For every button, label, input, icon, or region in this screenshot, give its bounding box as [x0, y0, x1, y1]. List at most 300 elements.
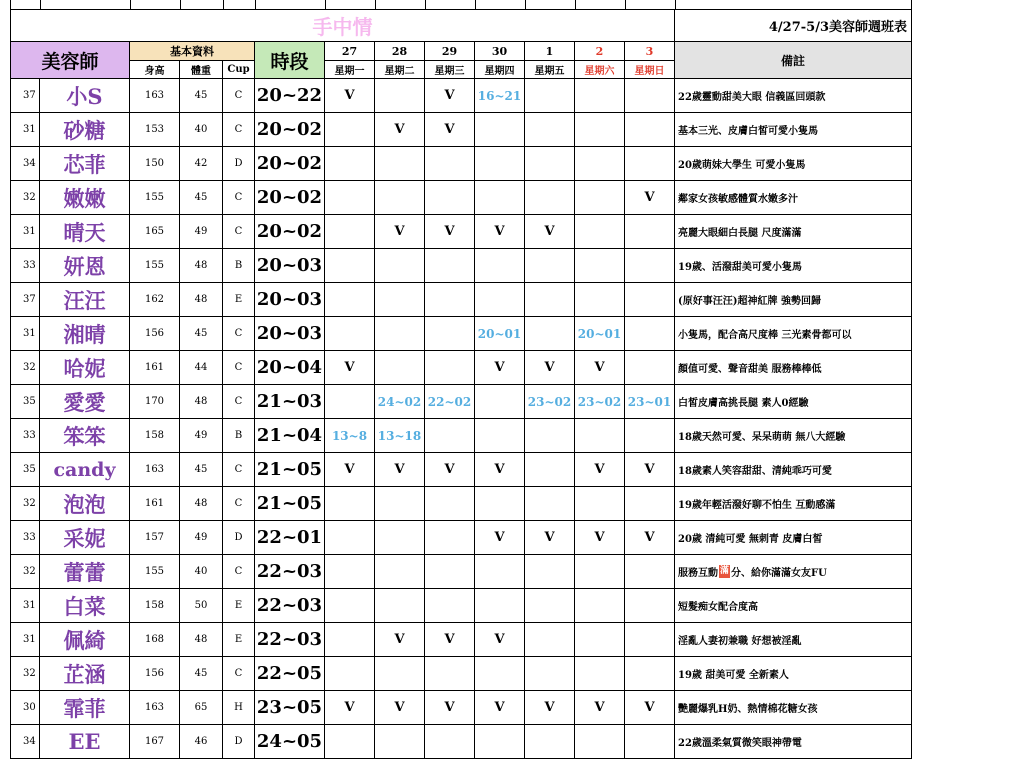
- therapist-name: 芯菲: [40, 147, 130, 181]
- note-cell: [675, 249, 912, 283]
- height-cell: 163: [130, 453, 180, 487]
- period-cell: 22~03: [255, 555, 325, 589]
- therapist-name: 愛愛: [40, 385, 130, 419]
- note-text: 鄰家女孩敏感體質水嫩多汁: [678, 194, 798, 205]
- day-schedule-cell: [525, 623, 575, 657]
- day-schedule-cell: [425, 351, 475, 385]
- period-cell: 20~22: [255, 79, 325, 113]
- day-schedule-cell: [425, 181, 475, 215]
- therapist-name: 佩綺: [40, 623, 130, 657]
- note-text: 19歲 甜美可愛 全新素人: [678, 670, 789, 681]
- day-name-header: 星期二: [375, 61, 425, 79]
- day-schedule-cell: [475, 555, 525, 589]
- day-schedule-cell: [475, 181, 525, 215]
- day-schedule-cell: [375, 725, 425, 759]
- note-cell: [675, 283, 912, 317]
- day-schedule-cell: V: [425, 623, 475, 657]
- day-schedule-cell: [325, 487, 375, 521]
- day-schedule-cell: V: [525, 215, 575, 249]
- day-schedule-cell: [325, 385, 375, 419]
- day-schedule-cell: 22~02: [425, 385, 475, 419]
- therapist-name: 汪汪: [40, 283, 130, 317]
- day-schedule-cell: [625, 113, 675, 147]
- week-schedule-title: 4/27-5/3美容師週班表: [675, 10, 912, 42]
- day-schedule-cell: V: [425, 453, 475, 487]
- note-cell: [675, 385, 912, 419]
- day-schedule-cell: [625, 487, 675, 521]
- weight-cell: 48: [180, 283, 223, 317]
- day-number-header: 30: [475, 42, 525, 61]
- day-schedule-cell: 20~01: [575, 317, 625, 351]
- cup-cell: C: [223, 385, 255, 419]
- cup-cell: E: [223, 589, 255, 623]
- note-text: 20歲萌妹大學生 可愛小隻馬: [678, 160, 806, 171]
- therapist-name: 湘晴: [40, 317, 130, 351]
- cup-cell: C: [223, 215, 255, 249]
- day-schedule-cell: 24~02: [375, 385, 425, 419]
- day-schedule-cell: [325, 215, 375, 249]
- weight-cell: 48: [180, 623, 223, 657]
- age-cell: 33: [10, 419, 40, 453]
- height-cell: 156: [130, 317, 180, 351]
- period-header: 時段: [255, 42, 325, 79]
- day-number-header: 3: [625, 42, 675, 61]
- day-schedule-cell: V: [425, 215, 475, 249]
- day-schedule-cell: [425, 249, 475, 283]
- period-cell: 22~01: [255, 521, 325, 555]
- day-schedule-cell: [325, 521, 375, 555]
- note-cell: [675, 419, 912, 453]
- day-schedule-cell: V: [425, 113, 475, 147]
- day-schedule-cell: [575, 215, 625, 249]
- therapist-name: 采妮: [40, 521, 130, 555]
- day-schedule-cell: [625, 351, 675, 385]
- therapist-name: 砂糖: [40, 113, 130, 147]
- day-number-header: 1: [525, 42, 575, 61]
- weight-cell: 49: [180, 419, 223, 453]
- day-schedule-cell: [625, 419, 675, 453]
- day-schedule-cell: V: [375, 113, 425, 147]
- day-schedule-cell: [625, 589, 675, 623]
- day-schedule-cell: [375, 351, 425, 385]
- day-schedule-cell: [625, 623, 675, 657]
- day-schedule-cell: [425, 657, 475, 691]
- note-cell: [675, 147, 912, 181]
- cup-cell: C: [223, 113, 255, 147]
- day-schedule-cell: V: [575, 691, 625, 725]
- day-schedule-cell: V: [625, 691, 675, 725]
- age-cell: 32: [10, 487, 40, 521]
- weight-cell: 40: [180, 113, 223, 147]
- period-cell: 20~02: [255, 147, 325, 181]
- day-schedule-cell: [525, 181, 575, 215]
- day-schedule-cell: [325, 623, 375, 657]
- day-schedule-cell: [625, 555, 675, 589]
- age-cell: 35: [10, 453, 40, 487]
- weight-cell: 48: [180, 249, 223, 283]
- day-schedule-cell: [375, 657, 425, 691]
- age-cell: 31: [10, 623, 40, 657]
- day-schedule-cell: [475, 385, 525, 419]
- age-cell: 32: [10, 555, 40, 589]
- day-schedule-cell: [625, 249, 675, 283]
- day-schedule-cell: [575, 79, 625, 113]
- day-schedule-cell: V: [325, 691, 375, 725]
- note-text-before: 服務互動: [678, 568, 718, 579]
- weight-cell: 40: [180, 555, 223, 589]
- day-schedule-cell: [325, 725, 375, 759]
- day-schedule-cell: V: [575, 453, 625, 487]
- cup-cell: H: [223, 691, 255, 725]
- day-schedule-cell: [625, 317, 675, 351]
- period-cell: 20~04: [255, 351, 325, 385]
- day-schedule-cell: [325, 555, 375, 589]
- day-schedule-cell: [525, 487, 575, 521]
- therapist-name: 白菜: [40, 589, 130, 623]
- height-cell: 161: [130, 351, 180, 385]
- day-schedule-cell: [625, 147, 675, 181]
- therapist-name: candy: [40, 453, 130, 487]
- day-number-header: 27: [325, 42, 375, 61]
- note-text: 18歲天然可愛、呆呆萌萌 無八大經驗: [678, 432, 846, 443]
- therapist-header: 美容師: [10, 42, 130, 79]
- therapist-name: 小S: [40, 79, 130, 113]
- day-schedule-cell: V: [325, 351, 375, 385]
- therapist-name: 嫩嫩: [40, 181, 130, 215]
- day-name-header: 星期五: [525, 61, 575, 79]
- age-cell: 34: [10, 725, 40, 759]
- age-cell: 33: [10, 521, 40, 555]
- height-cell: 155: [130, 181, 180, 215]
- day-schedule-cell: [625, 725, 675, 759]
- weight-cell: 42: [180, 147, 223, 181]
- period-cell: 20~02: [255, 215, 325, 249]
- height-cell: 163: [130, 691, 180, 725]
- height-cell: 158: [130, 589, 180, 623]
- day-name-header: 星期三: [425, 61, 475, 79]
- note-text: 顏值可愛、聲音甜美 服務棒棒低: [678, 364, 822, 375]
- notes-header: 備註: [675, 42, 912, 79]
- day-schedule-cell: V: [525, 521, 575, 555]
- height-cell: 155: [130, 249, 180, 283]
- therapist-name: 霏菲: [40, 691, 130, 725]
- therapist-name: EE: [40, 725, 130, 759]
- day-schedule-cell: [425, 521, 475, 555]
- day-schedule-cell: [475, 419, 525, 453]
- age-cell: 37: [10, 283, 40, 317]
- day-schedule-cell: [475, 487, 525, 521]
- period-cell: 24~05: [255, 725, 325, 759]
- day-schedule-cell: [425, 725, 475, 759]
- day-schedule-cell: 13~18: [375, 419, 425, 453]
- note-cell: [675, 113, 912, 147]
- day-schedule-cell: V: [375, 623, 425, 657]
- day-schedule-cell: V: [375, 453, 425, 487]
- day-schedule-cell: 16~21: [475, 79, 525, 113]
- note-cell: [675, 351, 912, 385]
- day-schedule-cell: [375, 589, 425, 623]
- day-number-header: 2: [575, 42, 625, 61]
- note-cell: [675, 79, 912, 113]
- day-schedule-cell: V: [625, 521, 675, 555]
- day-schedule-cell: [375, 521, 425, 555]
- day-schedule-cell: [325, 589, 375, 623]
- note-highlight-badge: 滿: [720, 566, 730, 576]
- day-schedule-cell: [525, 589, 575, 623]
- note-text: 19歲、活潑甜美可愛小隻馬: [678, 262, 802, 273]
- day-schedule-cell: [375, 147, 425, 181]
- cup-cell: C: [223, 351, 255, 385]
- weight-cell: 45: [180, 453, 223, 487]
- day-schedule-cell: [525, 79, 575, 113]
- cup-cell: C: [223, 555, 255, 589]
- note-cell: [675, 181, 912, 215]
- height-cell: 155: [130, 555, 180, 589]
- cup-cell: C: [223, 181, 255, 215]
- day-schedule-cell: V: [325, 79, 375, 113]
- day-schedule-cell: [425, 419, 475, 453]
- day-schedule-cell: [425, 147, 475, 181]
- day-schedule-cell: [525, 453, 575, 487]
- cup-cell: D: [223, 725, 255, 759]
- day-schedule-cell: [525, 147, 575, 181]
- age-cell: 32: [10, 657, 40, 691]
- cup-cell: C: [223, 317, 255, 351]
- day-schedule-cell: [525, 113, 575, 147]
- day-schedule-cell: [475, 113, 525, 147]
- note-text: 22歲溫柔氣質微笑眼神帶電: [678, 738, 802, 749]
- note-cell: [675, 623, 912, 657]
- period-cell: 20~03: [255, 317, 325, 351]
- height-cell: 157: [130, 521, 180, 555]
- day-schedule-cell: V: [575, 521, 625, 555]
- note-cell: [675, 215, 912, 249]
- day-number-header: 29: [425, 42, 475, 61]
- weight-cell: 45: [180, 317, 223, 351]
- note-text: 亮麗大眼細白長腿 尺度滿滿: [678, 228, 802, 239]
- age-cell: 32: [10, 181, 40, 215]
- day-schedule-cell: [325, 147, 375, 181]
- day-schedule-cell: [575, 589, 625, 623]
- day-schedule-cell: V: [625, 453, 675, 487]
- note-text: 小隻馬，配合高尺度棒 三光素骨都可以: [678, 330, 852, 341]
- day-schedule-cell: [575, 113, 625, 147]
- note-text: 短髮痴女配合度高: [678, 602, 758, 613]
- note-cell: [675, 453, 912, 487]
- weight-cell: 45: [180, 79, 223, 113]
- height-cell: 163: [130, 79, 180, 113]
- weight-cell: 45: [180, 657, 223, 691]
- cup-cell: D: [223, 521, 255, 555]
- day-schedule-cell: [375, 487, 425, 521]
- day-schedule-cell: [525, 725, 575, 759]
- period-cell: 21~03: [255, 385, 325, 419]
- day-schedule-cell: 20~01: [475, 317, 525, 351]
- day-schedule-cell: V: [475, 691, 525, 725]
- age-cell: 31: [10, 113, 40, 147]
- day-schedule-cell: V: [475, 623, 525, 657]
- day-schedule-cell: [325, 181, 375, 215]
- therapist-name: 晴天: [40, 215, 130, 249]
- day-schedule-cell: [375, 555, 425, 589]
- therapist-name: 蕾蕾: [40, 555, 130, 589]
- day-number-header: 28: [375, 42, 425, 61]
- period-cell: 22~03: [255, 589, 325, 623]
- day-schedule-cell: [525, 317, 575, 351]
- period-cell: 20~03: [255, 249, 325, 283]
- note-text: 艷麗爆乳H奶、熱情棉花糖女孩: [678, 704, 818, 715]
- day-name-header: 星期日: [625, 61, 675, 79]
- period-cell: 20~03: [255, 283, 325, 317]
- note-cell: [675, 725, 912, 759]
- period-cell: 23~05: [255, 691, 325, 725]
- note-text: 22歲靈動甜美大眼 信義區回頭款: [678, 92, 826, 103]
- day-schedule-cell: V: [475, 215, 525, 249]
- note-cell: [675, 317, 912, 351]
- day-schedule-cell: V: [475, 351, 525, 385]
- cup-cell: C: [223, 79, 255, 113]
- weight-cell: 45: [180, 181, 223, 215]
- height-cell: 158: [130, 419, 180, 453]
- age-cell: 31: [10, 215, 40, 249]
- day-name-header: 星期六: [575, 61, 625, 79]
- cup-cell: D: [223, 147, 255, 181]
- day-schedule-cell: [575, 181, 625, 215]
- period-cell: 22~05: [255, 657, 325, 691]
- period-cell: 22~03: [255, 623, 325, 657]
- cup-cell: B: [223, 419, 255, 453]
- day-schedule-cell: [575, 657, 625, 691]
- day-schedule-cell: [425, 589, 475, 623]
- day-schedule-cell: [625, 215, 675, 249]
- cup-cell: E: [223, 623, 255, 657]
- therapist-name: 哈妮: [40, 351, 130, 385]
- day-schedule-cell: V: [475, 521, 525, 555]
- note-text: 18歲素人笑容甜甜、清純乖巧可愛: [678, 466, 832, 477]
- age-cell: 31: [10, 317, 40, 351]
- cup-header: Cup: [223, 61, 255, 79]
- weight-cell: 49: [180, 521, 223, 555]
- note-text: 20歲 清純可愛 無刺青 皮膚白皙: [678, 534, 823, 545]
- note-text: 基本三光、皮膚白皙可愛小隻馬: [678, 126, 818, 137]
- day-schedule-cell: [575, 283, 625, 317]
- day-schedule-cell: [325, 249, 375, 283]
- day-schedule-cell: V: [375, 691, 425, 725]
- therapist-name: 妍恩: [40, 249, 130, 283]
- weight-cell: 49: [180, 215, 223, 249]
- age-cell: 37: [10, 79, 40, 113]
- weight-header: 體重: [180, 61, 223, 79]
- day-schedule-cell: [325, 317, 375, 351]
- day-schedule-cell: [375, 317, 425, 351]
- weight-cell: 48: [180, 385, 223, 419]
- note-cell: [675, 657, 912, 691]
- day-schedule-cell: [375, 181, 425, 215]
- day-schedule-cell: [625, 283, 675, 317]
- note-cell: [675, 691, 912, 725]
- day-schedule-cell: [575, 147, 625, 181]
- day-schedule-cell: [475, 283, 525, 317]
- day-schedule-cell: [525, 419, 575, 453]
- day-schedule-cell: [525, 555, 575, 589]
- weight-cell: 65: [180, 691, 223, 725]
- cup-cell: C: [223, 657, 255, 691]
- day-schedule-cell: 23~02: [525, 385, 575, 419]
- day-schedule-cell: V: [575, 351, 625, 385]
- height-cell: 170: [130, 385, 180, 419]
- cup-cell: C: [223, 453, 255, 487]
- height-cell: 156: [130, 657, 180, 691]
- day-schedule-cell: [325, 657, 375, 691]
- day-schedule-cell: [425, 283, 475, 317]
- period-cell: 20~02: [255, 181, 325, 215]
- height-cell: 150: [130, 147, 180, 181]
- day-schedule-cell: [575, 555, 625, 589]
- note-text: 白皙皮膚高挑長腿 素人0經驗: [678, 398, 809, 409]
- cup-cell: C: [223, 487, 255, 521]
- height-cell: 165: [130, 215, 180, 249]
- note-text: 淫亂人妻初兼職 好想被淫亂: [678, 636, 802, 647]
- note-cell: [675, 555, 912, 589]
- day-schedule-cell: [525, 249, 575, 283]
- note-text: 19歲年輕活潑好聊不怕生 互動感滿: [678, 500, 836, 511]
- period-cell: 20~02: [255, 113, 325, 147]
- note-cell: [675, 589, 912, 623]
- height-cell: 168: [130, 623, 180, 657]
- day-schedule-cell: V: [425, 79, 475, 113]
- period-cell: 21~05: [255, 487, 325, 521]
- age-cell: 32: [10, 351, 40, 385]
- day-schedule-cell: [575, 419, 625, 453]
- sheet-title: 手中情: [10, 10, 675, 42]
- day-schedule-cell: V: [475, 453, 525, 487]
- day-schedule-cell: [375, 283, 425, 317]
- day-schedule-cell: [475, 657, 525, 691]
- day-schedule-cell: [575, 249, 625, 283]
- day-schedule-cell: 13~8: [325, 419, 375, 453]
- day-schedule-cell: [425, 555, 475, 589]
- note-text: (原好事汪汪)超神紅牌 強勢回歸: [678, 296, 821, 307]
- day-schedule-cell: V: [325, 453, 375, 487]
- height-cell: 153: [130, 113, 180, 147]
- day-schedule-cell: V: [375, 215, 425, 249]
- day-schedule-cell: [425, 487, 475, 521]
- note-cell: [675, 521, 912, 555]
- period-cell: 21~05: [255, 453, 325, 487]
- day-schedule-cell: [475, 249, 525, 283]
- weight-cell: 48: [180, 487, 223, 521]
- cup-cell: B: [223, 249, 255, 283]
- therapist-name: 泡泡: [40, 487, 130, 521]
- basic-info-header: 基本資料: [130, 42, 255, 61]
- weight-cell: 50: [180, 589, 223, 623]
- day-schedule-cell: [575, 725, 625, 759]
- day-schedule-cell: [375, 79, 425, 113]
- day-schedule-cell: 23~02: [575, 385, 625, 419]
- day-schedule-cell: [375, 249, 425, 283]
- day-schedule-cell: [425, 317, 475, 351]
- day-schedule-cell: [625, 657, 675, 691]
- note-cell: [675, 487, 912, 521]
- height-header: 身高: [130, 61, 180, 79]
- day-schedule-cell: [625, 79, 675, 113]
- age-cell: 31: [10, 589, 40, 623]
- age-cell: 35: [10, 385, 40, 419]
- weight-cell: 44: [180, 351, 223, 385]
- day-name-header: 星期一: [325, 61, 375, 79]
- day-schedule-cell: [325, 283, 375, 317]
- day-schedule-cell: [525, 657, 575, 691]
